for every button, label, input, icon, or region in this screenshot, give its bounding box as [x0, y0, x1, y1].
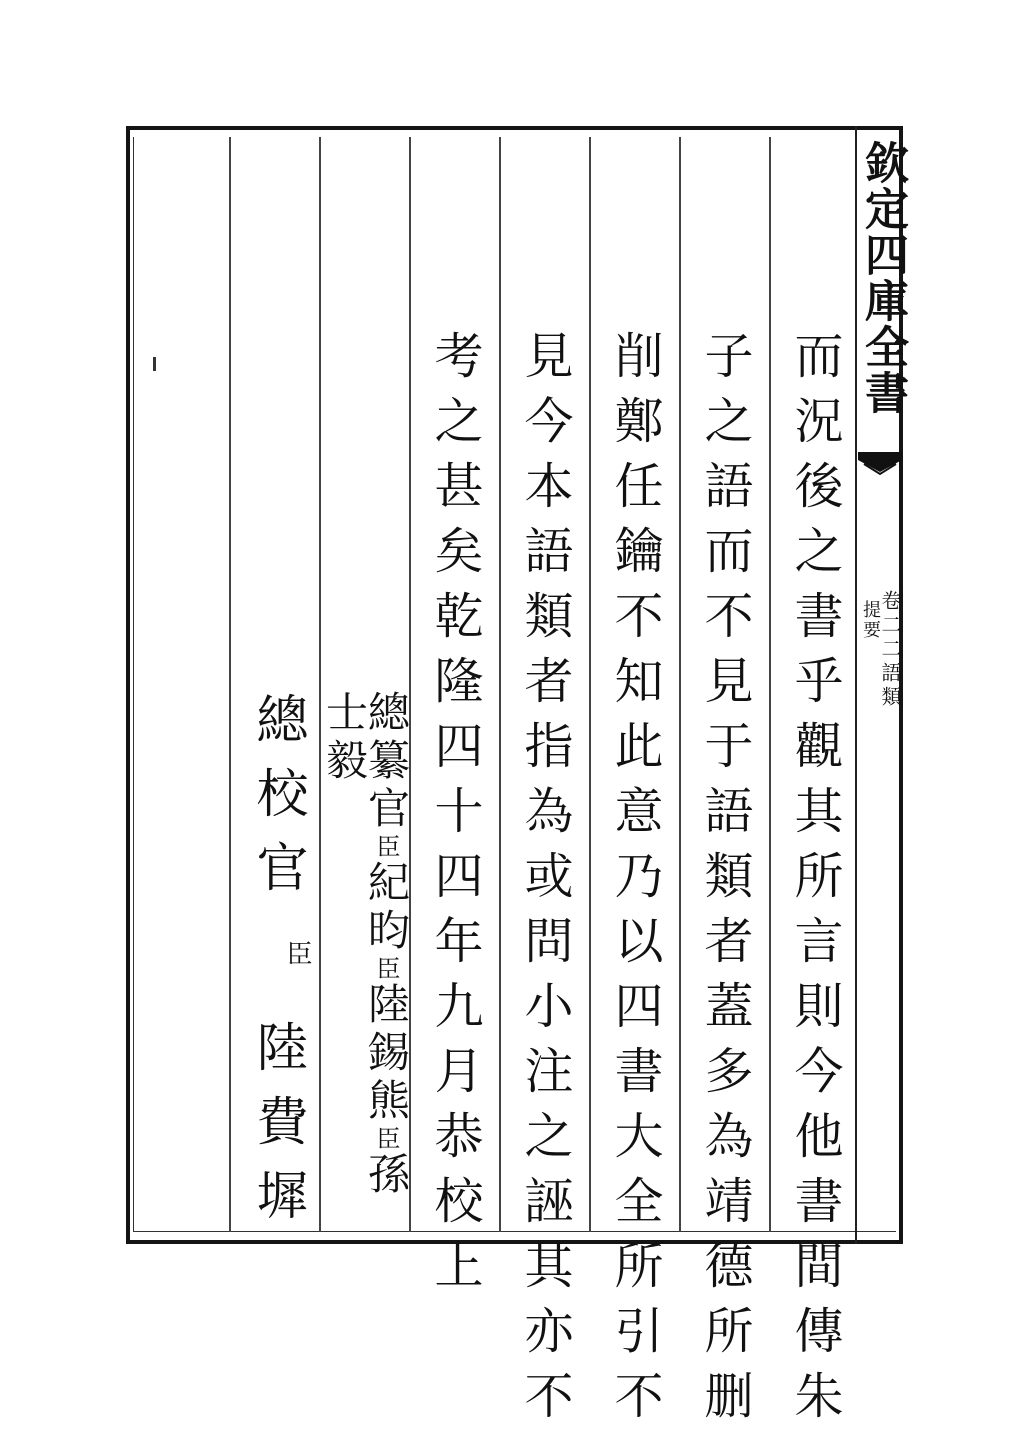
text-column-5: 考之甚矣乾隆四十四年九月恭校上	[427, 330, 484, 1305]
compiler-name: 孫士毅	[320, 690, 411, 1200]
proofreader-name: 陸費墀	[247, 1020, 307, 1242]
chen-mark: 臣	[372, 956, 400, 982]
compilers-title: 總纂官	[362, 690, 411, 834]
column-divider	[499, 137, 501, 1232]
compiler-name: 紀昀	[362, 860, 411, 956]
book-title: 欽定四庫全書	[857, 140, 908, 416]
fish-tail-icon	[858, 452, 902, 488]
section-label: 提要	[860, 600, 881, 640]
column-divider	[229, 137, 231, 1232]
column-divider	[589, 137, 591, 1232]
chen-mark: 臣	[372, 834, 400, 860]
chen-mark: 臣	[372, 1126, 400, 1152]
text-column-2: 子之語而不見于語類者蓋多為靖德所删	[697, 330, 754, 1435]
proofreader-chen: 臣	[282, 940, 312, 966]
column-divider	[319, 137, 321, 1232]
column-divider	[679, 137, 681, 1232]
margin-mark	[153, 357, 156, 371]
text-column-3: 削鄭任鑰不知此意乃以四書大全所引不	[607, 330, 664, 1435]
compilers-credit	[320, 690, 411, 1210]
volume-note: 卷二二語類	[878, 590, 902, 710]
compiler-name: 陸錫熊	[362, 982, 411, 1126]
text-column-1: 而況後之書乎觀其所言則今他書間傳朱	[787, 330, 844, 1435]
text-column-4: 見今本語類者指為或問小注之誣其亦不	[517, 330, 574, 1435]
column-divider	[769, 137, 771, 1232]
proofreader-title: 總校官	[247, 692, 307, 914]
